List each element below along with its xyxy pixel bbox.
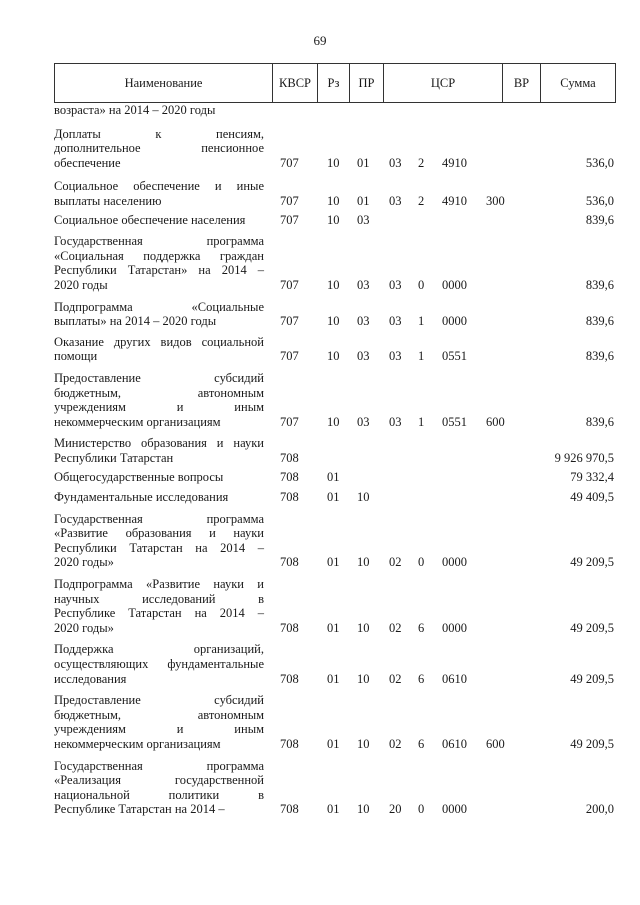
row-name-line: Республики Татарстан» на 2014 – [54,263,264,278]
row-name-line: Общегосударственные вопросы [54,470,224,485]
cell-rz: 10 [327,193,340,208]
table-row [54,512,616,571]
table-row [54,759,616,818]
row-name-line: выплаты населению [54,193,162,208]
row-name [54,371,264,429]
table-row [54,642,616,687]
cell-csr2: 6 [418,736,425,751]
cell-sum: 536,0 [585,193,614,208]
cell-csr3: 0000 [442,802,467,817]
cell-kvsr: 707 [280,193,299,208]
row-name [54,577,264,635]
cell-kvsr: 707 [280,212,299,227]
cell-sum: 49 409,5 [570,490,614,505]
row-name-line: Предоставление субсидий [54,693,264,708]
row-name-line: Республики Татарстан [54,450,174,465]
row-name [54,127,264,171]
cell-kvsr: 708 [280,620,299,635]
cell-csr1: 02 [389,736,402,751]
row-name-line: Государственная программа [54,758,264,773]
cell-csr2: 1 [418,314,425,329]
cell-sum: 9 926 970,5 [554,450,614,465]
cell-rz: 10 [327,277,340,292]
cell-rz: 01 [327,736,340,751]
cell-csr2: 2 [418,193,425,208]
cell-csr1: 02 [389,620,402,635]
table-row [54,490,616,506]
cell-csr3: 0610 [442,671,467,686]
cell-kvsr: 708 [280,671,299,686]
cell-kvsr: 707 [280,414,299,429]
cell-pr: 10 [357,555,370,570]
cell-rz: 01 [327,802,340,817]
cell-csr3: 0000 [442,620,467,635]
cell-pr: 03 [357,212,370,227]
cell-sum: 536,0 [585,155,614,170]
cell-kvsr: 707 [280,155,299,170]
cell-vr: 600 [486,414,505,429]
cell-sum: 79 332,4 [570,470,614,485]
cell-csr3: 0610 [442,736,467,751]
table-row [54,179,616,209]
table-row [54,103,616,119]
table-row [54,371,616,430]
cell-csr1: 20 [389,802,402,817]
cell-csr1: 03 [389,155,402,170]
table-row [54,234,616,293]
row-name-line: «Социальная поддержка граждан [54,248,264,263]
cell-sum: 839,6 [585,314,614,329]
row-name-line: «Реализация государственной [54,773,264,788]
row-name-line: Оказание других видов социальной [54,334,264,349]
cell-pr: 03 [357,314,370,329]
cell-kvsr: 708 [280,555,299,570]
cell-csr3: 4910 [442,155,467,170]
cell-rz: 01 [327,490,340,505]
row-name-line: некоммерческим организациям [54,736,221,751]
cell-sum: 839,6 [585,349,614,364]
table-row [54,300,616,330]
cell-rz: 10 [327,155,340,170]
row-name-line: Государственная программа [54,511,264,526]
cell-csr2: 1 [418,414,425,429]
cell-rz: 01 [327,555,340,570]
cell-pr: 01 [357,193,370,208]
cell-sum: 839,6 [585,277,614,292]
cell-kvsr: 707 [280,277,299,292]
row-name-line: «Развитие образования и науки [54,526,264,541]
cell-rz: 10 [327,414,340,429]
row-name-line: Республики Татарстан на 2014 – [54,540,264,555]
cell-csr1: 03 [389,277,402,292]
row-name-line: Предоставление субсидий [54,370,264,385]
row-name [54,300,264,329]
row-name-line: Государственная программа [54,234,264,249]
cell-pr: 03 [357,414,370,429]
row-name-line: выплаты» на 2014 – 2020 годы [54,314,217,329]
cell-rz: 01 [327,671,340,686]
row-name [54,642,264,686]
row-name [54,490,264,505]
cell-csr2: 0 [418,555,425,570]
cell-kvsr: 708 [280,490,299,505]
row-name-line: дополнительное пенсионное [54,141,264,156]
row-name-line: Республике Татарстан на 2014 – [54,606,264,621]
cell-csr2: 6 [418,620,425,635]
cell-sum: 200,0 [585,802,614,817]
row-name-line: Социальное обеспечение населения [54,212,246,227]
table-row [54,335,616,365]
cell-rz: 01 [327,620,340,635]
row-name-line: Социальное обеспечение и иные [54,179,264,194]
row-name-line: исследования [54,671,127,686]
row-name [54,470,264,485]
row-name-line: национальной политики в [54,787,264,802]
row-name-line: учреждениям и иным [54,400,264,415]
cell-csr2: 2 [418,155,425,170]
row-name-line: Республике Татарстан на 2014 – [54,802,225,817]
row-name [54,179,264,208]
row-name-line: учреждениям и иным [54,722,264,737]
row-name-line: Подпрограмма «Социальные [54,299,264,314]
cell-sum: 839,6 [585,212,614,227]
page-number: 69 [313,33,327,48]
table-header [54,63,616,103]
row-name-line: осуществляющих фундаментальные [54,657,264,671]
row-name-line: Поддержка организаций, [54,642,264,657]
cell-csr3: 0000 [442,555,467,570]
cell-csr3: 0551 [442,414,467,429]
cell-csr1: 02 [389,671,402,686]
header-vr: ВР [503,64,541,102]
cell-csr3: 0000 [442,314,467,329]
cell-rz: 10 [327,212,340,227]
header-pr: ПР [350,64,384,102]
row-name [54,436,264,465]
cell-csr3: 4910 [442,193,467,208]
header-kvsr: КВСР [273,64,318,102]
cell-sum: 49 209,5 [570,555,614,570]
row-name [54,512,264,570]
cell-rz: 10 [327,314,340,329]
cell-pr: 10 [357,736,370,751]
cell-sum: 839,6 [585,414,614,429]
cell-csr2: 6 [418,671,425,686]
row-name-line: Подпрограмма «Развитие науки и [54,577,264,592]
table-row [54,470,616,486]
header-name: Наименование [55,64,273,102]
row-name-line: 2020 годы» [54,620,114,635]
cell-rz: 01 [327,470,340,485]
cell-sum: 49 209,5 [570,620,614,635]
cell-csr2: 1 [418,349,425,364]
row-name-line: Доплаты к пенсиям, [54,126,264,141]
row-name-line: Фундаментальные исследования [54,490,229,505]
row-name-line: бюджетным, автономным [54,385,264,400]
row-name-line: научных исследований в [54,591,264,606]
cell-pr: 03 [357,349,370,364]
table-row [54,213,616,229]
row-name-line: 2020 годы [54,277,108,292]
cell-pr: 10 [357,490,370,505]
row-name-line: 2020 годы» [54,555,114,570]
cell-csr2: 0 [418,802,425,817]
cell-pr: 10 [357,802,370,817]
cell-kvsr: 707 [280,349,299,364]
row-name-line: обеспечение [54,155,121,170]
header-sum: Сумма [560,75,596,90]
table-row [54,436,616,466]
row-name [54,693,264,751]
cell-pr: 03 [357,277,370,292]
row-name [54,103,264,118]
cell-vr: 600 [486,736,505,751]
cell-csr3: 0551 [442,349,467,364]
cell-pr: 10 [357,671,370,686]
table-row [54,127,616,172]
row-name [54,213,264,228]
cell-csr2: 0 [418,277,425,292]
cell-csr1: 03 [389,349,402,364]
table-row [54,693,616,752]
cell-kvsr: 708 [280,802,299,817]
cell-csr1: 03 [389,193,402,208]
cell-csr1: 03 [389,414,402,429]
row-name-line: бюджетным, автономным [54,707,264,722]
cell-pr: 10 [357,620,370,635]
row-name [54,759,264,817]
row-name-line: помощи [54,349,98,364]
cell-rz: 10 [327,349,340,364]
row-name-line: возраста» на 2014 – 2020 годы [54,103,216,117]
table-body [54,103,616,818]
cell-pr: 01 [357,155,370,170]
cell-sum: 49 209,5 [570,671,614,686]
cell-csr1: 02 [389,555,402,570]
table-row [54,577,616,636]
row-name-line: некоммерческим организациям [54,414,221,429]
cell-kvsr: 708 [280,736,299,751]
cell-vr: 300 [486,193,505,208]
header-rz: Рз [318,64,350,102]
cell-kvsr: 708 [280,450,299,465]
row-name [54,335,264,364]
row-name [54,234,264,292]
cell-kvsr: 707 [280,314,299,329]
cell-csr3: 0000 [442,277,467,292]
cell-kvsr: 708 [280,470,299,485]
header-csr: ЦСР [384,64,503,102]
row-name-line: Министерство образования и науки [54,436,264,451]
cell-sum: 49 209,5 [570,736,614,751]
cell-csr1: 03 [389,314,402,329]
